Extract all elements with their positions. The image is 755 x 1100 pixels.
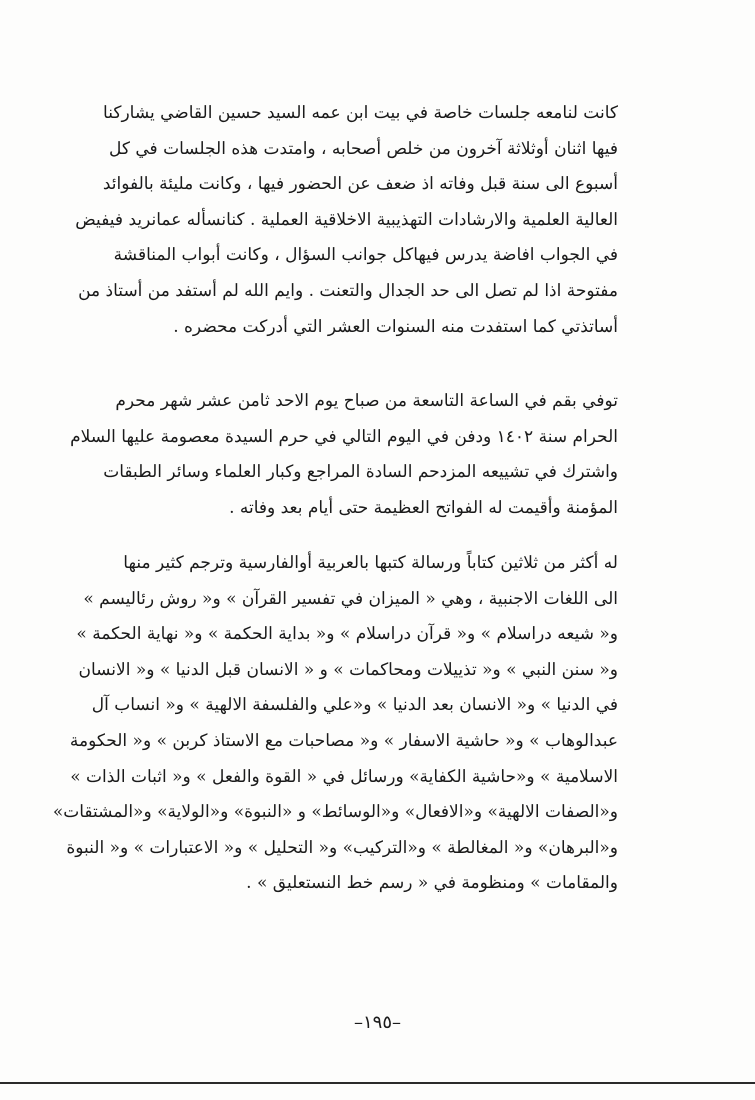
text-line: العالية العلمية والارشادات التهذيبية الاخلاقية العملية . كنانسأله عمانريد فيفيض — [75, 209, 618, 230]
text-line: في الجواب افاضة يدرس فيهاكل جوانب السؤال ، وكانت أبواب المناقشة — [113, 245, 618, 266]
text-line: و«البرهان» و« المغالطة » و«التركيب» و« التحليل » و« الاعتبارات » و« النبوة — [66, 837, 618, 858]
text-line: و« شيعه دراسلام » و« قرآن دراسلام » و« بداية الحكمة » و« نهاية الحكمة » — [76, 624, 618, 645]
text-line: مفتوحة اذا لم تصل الى حد الجدال والتعنت . وايم الله لم أستفد من أستاذ من — [78, 280, 618, 301]
paragraph-2 — [70, 384, 618, 526]
text-line: و«الصفات الالهية» و«الافعال» و«الوسائط» و «النبوة» و«الولاية» و«المشتقات» — [52, 802, 618, 823]
text-line: المؤمنة وأقيمت له الفواتح العظيمة حتى أيام بعد وفاته . — [229, 497, 618, 518]
text-line: فيها اثنان أوثلاثة آخرون من خلص أصحابه ، وامتدت هذه الجلسات في كل — [109, 138, 618, 159]
paragraph-1 — [75, 96, 618, 345]
text-line: كانت لنامعه جلسات خاصة في بيت ابن عمه السيد حسين القاضي يشاركنا — [103, 103, 618, 123]
text-line: توفي بقم في الساعة التاسعة من صباح يوم الاحد ثامن عشر شهر محرم — [115, 391, 618, 411]
text-line: أساتذتي كما استفدت منه السنوات العشر التي أدركت محضره . — [173, 316, 618, 337]
text-line: عبدالوهاب » و« حاشية الاسفار » و« مصاحبات مع الاستاذ كربن » و« الحكومة — [69, 730, 618, 751]
paragraph-3 — [52, 546, 618, 902]
text-line: الى اللغات الاجنبية ، وهي « الميزان في تفسير القرآن » و« روش رئاليسم » — [83, 588, 618, 609]
text-line: له أكثر من ثلاثين كتاباً ورسالة كتبها بالعربية أوالفارسية وترجم كثير منها — [123, 553, 618, 573]
text-line: أسبوع الى سنة قبل وفاته اذ ضعف عن الحضور فيها ، وكانت مليئة بالفوائد — [102, 174, 618, 195]
text-line: والمقامات » ومنظومة في « رسم خط النستعليق » . — [246, 873, 618, 894]
page-number: –١٩٥– — [353, 1012, 401, 1033]
text-line: واشترك في تشييعه المزدحم السادة المراجع وكبار العلماء وسائر الطبقات — [103, 462, 618, 483]
text-line: في الدنيا » و« الانسان بعد الدنيا » و«علي والفلسفة الالهية » و« انساب آل — [91, 695, 618, 716]
text-line: الحرام سنة ١٤٠٢ ودفن في اليوم التالي في حرم السيدة معصومة عليها السلام — [70, 426, 618, 447]
bottom-rule — [0, 1082, 755, 1084]
text-line: الاسلامية » و«حاشية الكفاية» ورسائل في « القوة والفعل » و« اثبات الذات » — [70, 766, 618, 787]
text-line: و« سنن النبي » و« تذييلات ومحاكمات » و « الانسان قبل الدنيا » و« الانسان — [78, 659, 618, 680]
